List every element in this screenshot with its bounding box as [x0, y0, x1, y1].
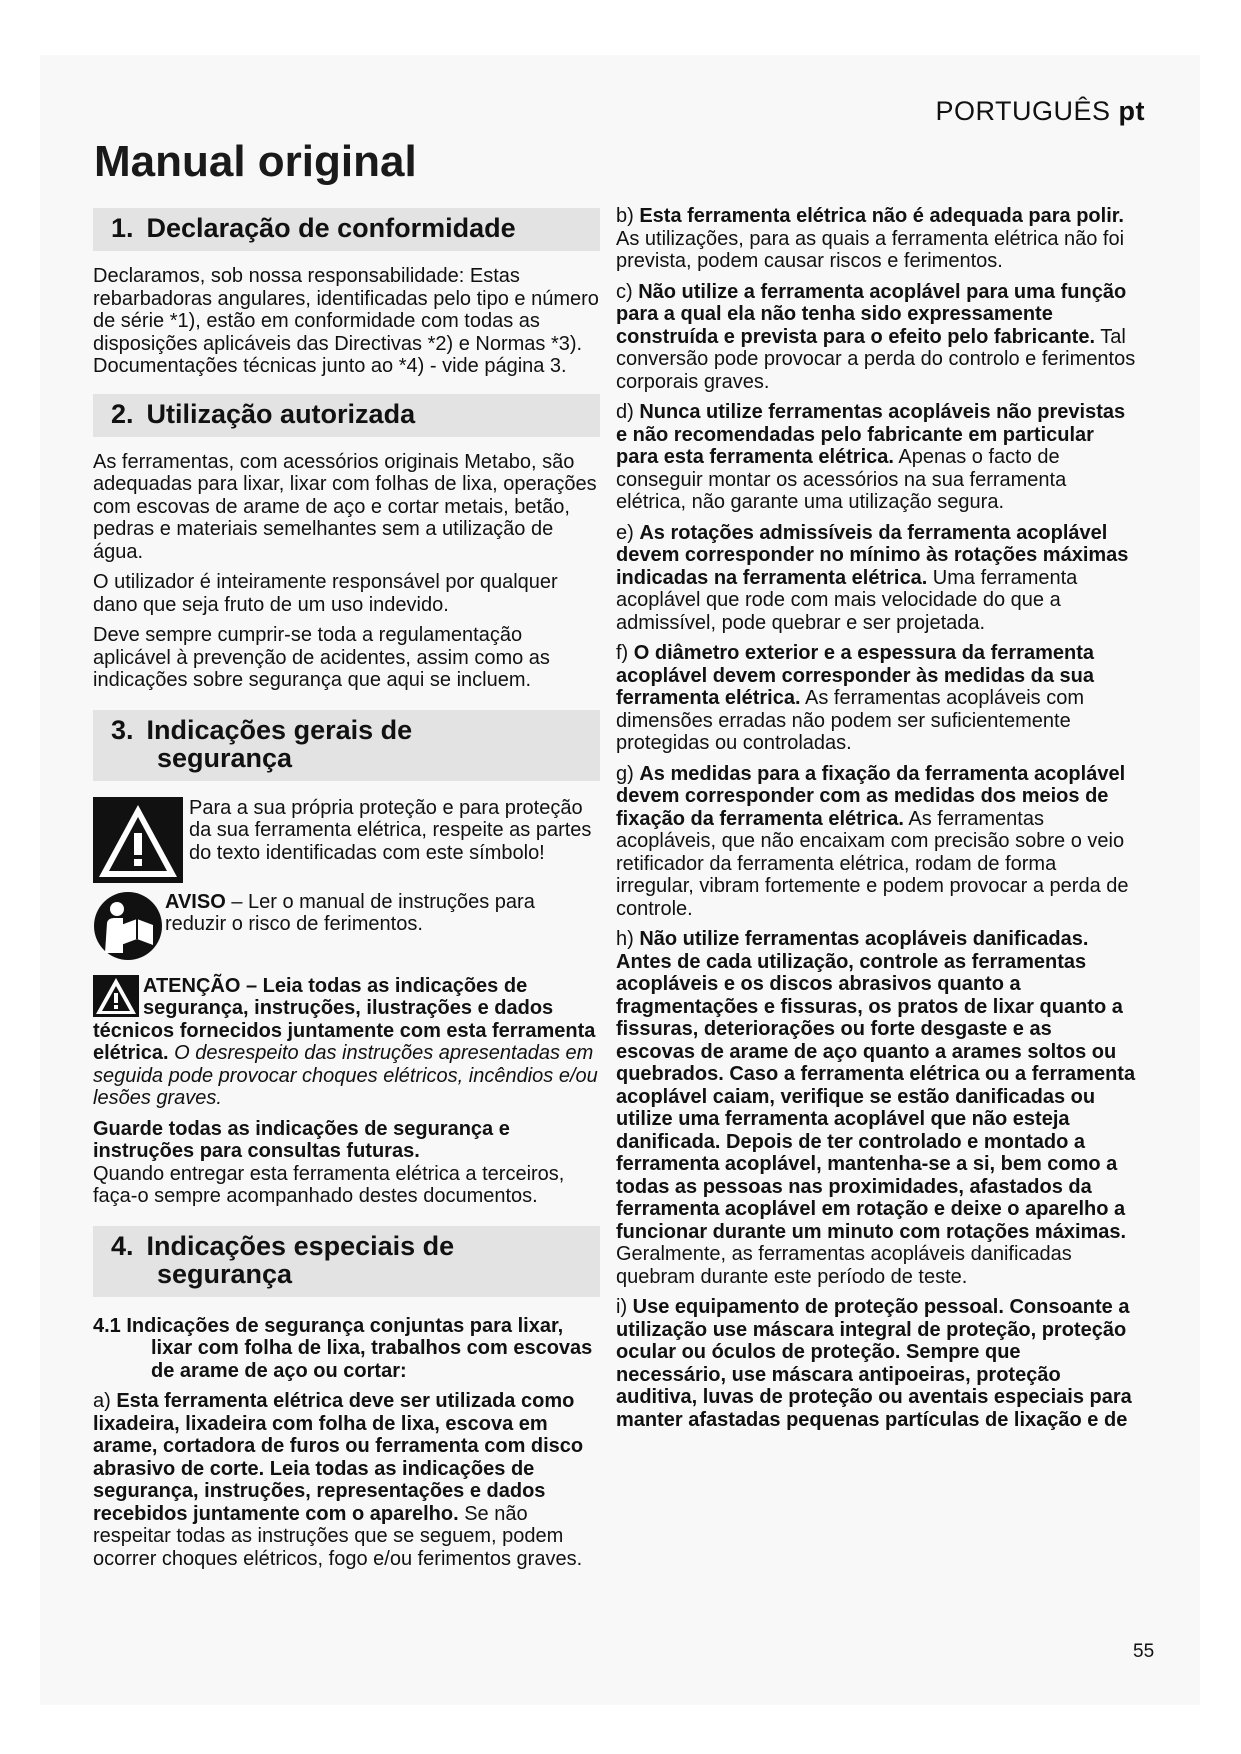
section-1-heading: 1. Declaração de conformidade — [93, 208, 600, 251]
section-4-heading: 4. Indicações especiais de segurança — [93, 1226, 600, 1297]
item-a: a) Esta ferramenta elétrica deve ser utilizada como lixadeira, lixadeira com folha de lixa, escova em arame, cortadora de furos ou ferramenta com disco abrasivo de corte. Leia todas as indicações de segurança, instruções, representações e dados recebidos juntamente com o aparelho. Se não respeitar todas as instruções que se seguem, podem ocorrer choques elétricos, fogo e/ou ferimentos graves. — [93, 1390, 584, 1570]
section-2-para-3: Deve sempre cumprir-se toda a regulamentação aplicável à prevenção de acidentes, assim como as indicações sobre segurança que aqui se incluem. — [93, 624, 550, 691]
left-column — [93, 208, 600, 1578]
subsection-4-1-title: 4.1 Indicações de segurança conjuntas para lixar, lixar com folha de lixa, trabalhos com escovas de arame de aço ou cortar: — [93, 1314, 593, 1382]
section-2-heading: 2. Utilização autorizada — [93, 394, 600, 437]
atencao-paragraph: ATENÇÃO – Leia todas as indicações de segurança, instruções, ilustrações e dados técnicos fornecidos juntamente com esta ferramenta elétrica. O desrespeito das instruções apresentadas em seguida pode provocar choques elétricos, incêndios e/ou lesões graves. — [93, 974, 598, 1109]
item-f: f) O diâmetro exterior e a espessura da ferramenta acoplável devem corresponder às medidas da sua ferramenta elétrica. As ferramentas acopláveis com dimensões erradas não podem ser suficientemente protegidas ou controladas. — [616, 642, 1094, 754]
guarde-paragraph: Guarde todas as indicações de segurança e instruções para consultas futuras. Quando entregar esta ferramenta elétrica a terceiros, faça-o sempre acompanhado destes documentos. — [93, 1117, 565, 1207]
item-b: b) Esta ferramenta elétrica não é adequada para polir. As utilizações, para as quais a ferramenta elétrica não foi prevista, podem causar riscos e ferimentos. — [616, 205, 1125, 272]
item-g: g) As medidas para a fixação da ferramenta acoplável devem corresponder com as medidas dos meios de fixação da ferramenta elétrica. As ferramentas acopláveis, que não encaixam com precisão sobre o veio retificador da ferramenta elétrica, rodam de forma irregular, vibram fortemente e podem provocar a perda de controle. — [616, 762, 1129, 920]
item-c: c) Não utilize a ferramenta acoplável para uma função para a qual ela não tenha sido expressamente construída e prevista para o efeito pelo fabricante. Tal conversão pode provocar a perda do controlo e ferimentos corporais graves. — [616, 280, 1136, 393]
language-header: PORTUGUÊS pt — [935, 96, 1145, 126]
warning-triangle-icon — [93, 797, 183, 883]
section-3-heading: 3. Indicações gerais de segurança — [93, 710, 600, 781]
item-e: e) As rotações admissíveis da ferramenta acoplável devem corresponder no mínimo às rotações máximas indicadas na ferramenta elétrica. Uma ferramenta acoplável que rode com mais velocidade do que a admissível, pode quebrar e ser projetada. — [616, 521, 1129, 634]
warning-symbol-row — [93, 797, 600, 883]
right-column — [616, 205, 1136, 1439]
page-number: 55 — [1133, 1641, 1155, 1662]
read-manual-icon — [93, 891, 163, 961]
warning-triangle-small-icon — [93, 975, 139, 1017]
page-title: Manual original — [94, 137, 417, 186]
item-i: i) Use equipamento de proteção pessoal. Consoante a utilização use máscara integral de proteção, proteção ocular ou óculos de proteção. Sempre que necessário, use máscara antipoeiras, proteção auditiva, luvas de proteção ou aventais especiais para manter afastadas pequenas partículas de lixação e de — [616, 1296, 1132, 1431]
item-h: h) Não utilize ferramentas acopláveis danificadas. Antes de cada utilização, controle as ferramentas acopláveis e os discos abrasivos quanto a fragmentações e fissuras, os pratos de lixar quanto a fissuras, deteriorações ou forte desgaste e as escovas de arame de aço quanto a arames soltos ou quebrados. Caso a ferramenta elétrica ou a ferramenta acoplável caiam, verifique se estão danificadas ou utilize uma ferramenta acoplável que não esteja danificada. Depois de ter controlado e montado a ferramenta acoplável, mantenha-se a si, bem como a todas as pessoas nas proximidades, afastados da ferramenta acoplável em rotação e deixe o aparelho a funcionar durante um minuto com rotações máximas. Geralmente, as ferramentas acopláveis danificadas quebram durante este período de teste. — [616, 928, 1136, 1288]
section-2-para-2: O utilizador é inteiramente responsável por qualquer dano que seja fruto de um uso indevido. — [93, 571, 558, 616]
warning-symbol-text: Para a sua própria proteção e para proteção da sua ferramenta elétrica, respeite as partes do texto identificadas com este símbolo! — [189, 796, 592, 864]
aviso-text: AVISO – Ler o manual de instruções para reduzir o risco de ferimentos. — [165, 890, 535, 935]
section-2-para-1: As ferramentas, com acessórios originais Metabo, são adequadas para lixar, lixar com folhas de lixa, operações com escovas de arame de aço e cortar metais, betão, pedras e materiais semelhantes sem a utilização de água. — [93, 450, 597, 563]
aviso-row — [93, 891, 600, 961]
item-d: d) Nunca utilize ferramentas acopláveis não previstas e não recomendadas pelo fabricante em particular para esta ferramenta elétrica. Apenas o facto de conseguir montar os acessórios na sua ferramenta elétrica, não garante uma utilização segura. — [616, 401, 1126, 513]
section-1-text: Declaramos, sob nossa responsabilidade: Estas rebarbadoras angulares, identificadas pelo tipo e número de série *1), estão em conformidade com todas as disposições aplicáveis das Directivas *2) e Normas *3). Documentações técnicas junto ao *4) - vide página 3. — [93, 265, 599, 377]
